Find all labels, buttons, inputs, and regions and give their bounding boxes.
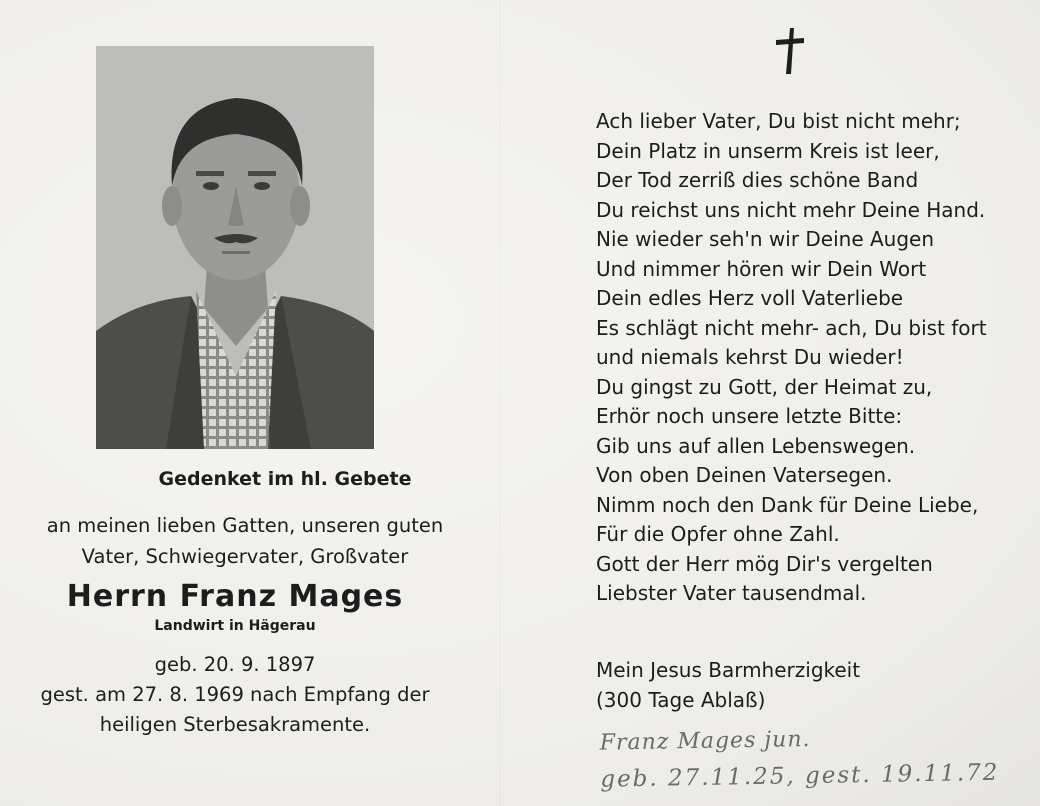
deceased-name: Herrn Franz Mages (66, 579, 404, 614)
poem-line: Erhör noch unsere letzte Bitte: (596, 404, 903, 428)
poem-line: Du gingst zu Gott, der Heimat zu, (596, 374, 933, 399)
poem-line: Dein Platz in unserm Kreis ist leer, (596, 138, 940, 163)
deceased-occupation: Landwirt in Hägerau (154, 618, 316, 634)
dedication-line: Vater, Schwiegervater, Großvater (81, 545, 409, 568)
poem-line: Und nimmer hören wir Dein Wort (596, 256, 927, 281)
poem-line: Gott der Herr mög Dir's vergelten (596, 551, 933, 576)
poem-line: Liebster Vater tausendmal. (596, 581, 867, 605)
poem-line: Der Tod zerriß dies schöne Band (596, 168, 919, 192)
poem-line: Dein edles Herz voll Vaterliebe (596, 286, 904, 310)
card-fold-line (500, 0, 502, 806)
life-dates (0, 650, 470, 740)
dedication-text (10, 510, 480, 572)
poem-line: Für die Opfer ohne Zahl. (596, 522, 840, 546)
handwritten-note (599, 718, 1020, 797)
death-date-line-cont: heiligen Sterbesakramente. (99, 713, 371, 736)
portrait-photo (96, 46, 374, 449)
poem-line: Gib uns auf allen Lebenswegen. (596, 433, 916, 458)
poem-line: Es schlägt nicht mehr- ach, Du bist fort (596, 315, 987, 340)
poem-line: Nimm noch den Dank für Deine Liebe, (596, 492, 979, 517)
prayer-line: (300 Tage Ablaß) (596, 687, 766, 712)
memorial-poem (596, 107, 1026, 609)
poem-line: Ach lieber Vater, Du bist nicht mehr; (596, 109, 961, 133)
handwritten-name: Franz Mages jun. (599, 726, 811, 756)
dedication-line: an meinen lieben Gatten, unseren guten (46, 514, 444, 537)
birth-date-line: geb. 20. 9. 1897 (154, 653, 316, 676)
prayer-line: Mein Jesus Barmherzigkeit (596, 658, 861, 682)
death-date-line: gest. am 27. 8. 1969 nach Empfang der (40, 683, 430, 706)
handwritten-dates: geb. 27.11.25, gest. 19.11.72 (600, 759, 1000, 793)
poem-line: Nie wieder seh'n wir Deine Augen (596, 227, 935, 251)
memorial-heading: Gedenket im hl. Gebete (158, 468, 412, 490)
poem-line: Du reichst uns nicht mehr Deine Hand. (596, 197, 986, 222)
poem-line: und niemals kehrst Du wieder! (596, 345, 904, 369)
indulgence-prayer (596, 656, 996, 715)
poem-line: Von oben Deinen Vatersegen. (596, 463, 893, 487)
cross-icon (770, 24, 810, 78)
